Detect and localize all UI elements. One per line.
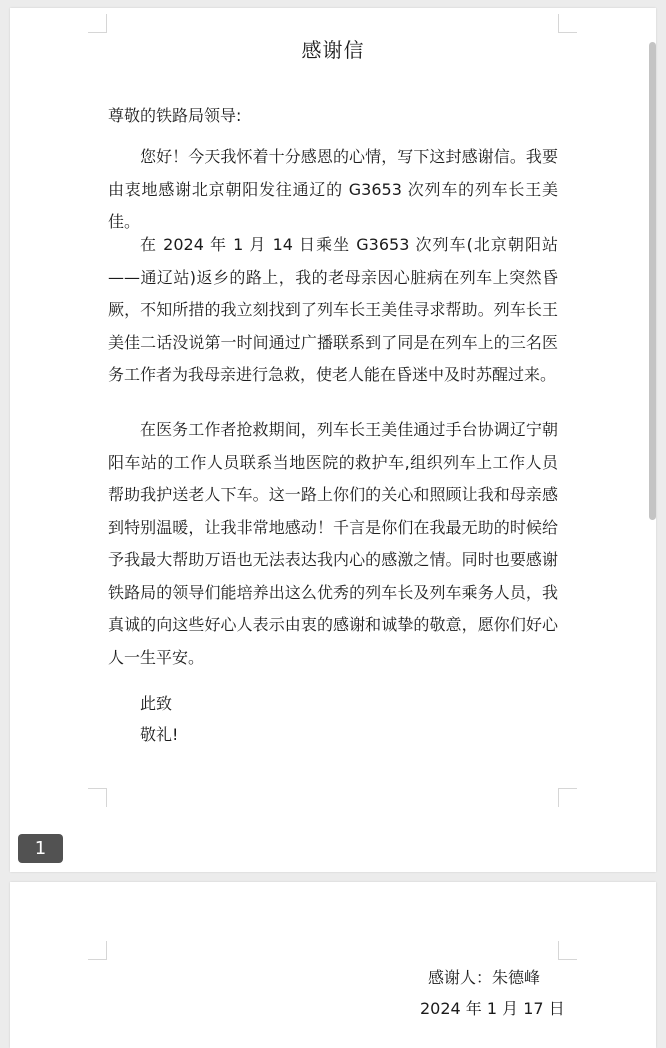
salutation: 尊敬的铁路局领导: <box>108 106 242 125</box>
margin-mark-top-left <box>88 14 107 33</box>
page-number-badge[interactable]: 1 <box>18 834 63 863</box>
signer-name: 感谢人：朱德峰 <box>428 968 541 987</box>
letter-title: 感谢信 <box>301 38 365 62</box>
closing-line-2: 敬礼! <box>140 725 179 744</box>
margin-mark-top-right <box>558 14 577 33</box>
margin-mark-bottom-right <box>558 788 577 807</box>
closing-line-1: 此致 <box>140 694 173 713</box>
paragraph-1: 您好！今天我怀着十分感恩的心情，写下这封感谢信。我要由衷地感谢北京朝阳发往通辽的 G3653 次列车的列车长王美佳。 <box>108 147 558 231</box>
document-page-1 <box>10 8 656 872</box>
margin-mark-top-right <box>558 941 577 960</box>
paragraph-2: 在 2024 年 1 月 14 日乘坐 G3653 次列车(北京朝阳站——通辽站)返乡的路上，我的老母亲因心脏病在列车上突然昏厥，不知所措的我立刻找到了列车长王美佳寻求帮助。列车长王美佳二话没说第一时间通过广播联系到了同是在列车上的三名医务工作者为我母亲进行急救，使老人能在昏迷中及时苏醒过来。 <box>108 235 558 384</box>
document-page-2 <box>10 882 656 1048</box>
letter-date: 2024 年 1 月 17 日 <box>420 999 565 1018</box>
margin-mark-bottom-left <box>88 788 107 807</box>
vertical-scrollbar[interactable] <box>649 42 656 520</box>
margin-mark-top-left <box>88 941 107 960</box>
paragraph-3: 在医务工作者抢救期间，列车长王美佳通过手台协调辽宁朝阳车站的工作人员联系当地医院的救护车,组织列车上工作人员帮助我护送老人下车。这一路上你们的关心和照顾让我和母亲感到特别温暖，让我非常地感动！千言是你们在我最无助的时候给予我最大帮助万语也无法表达我内心的感激之情。同时也要感谢铁路局的领导们能培养出这么优秀的列车长及列车乘务人员，我真诚的向这些好心人表示由衷的感谢和诚挚的敬意，愿你们好心人一生平安。 <box>108 420 558 667</box>
